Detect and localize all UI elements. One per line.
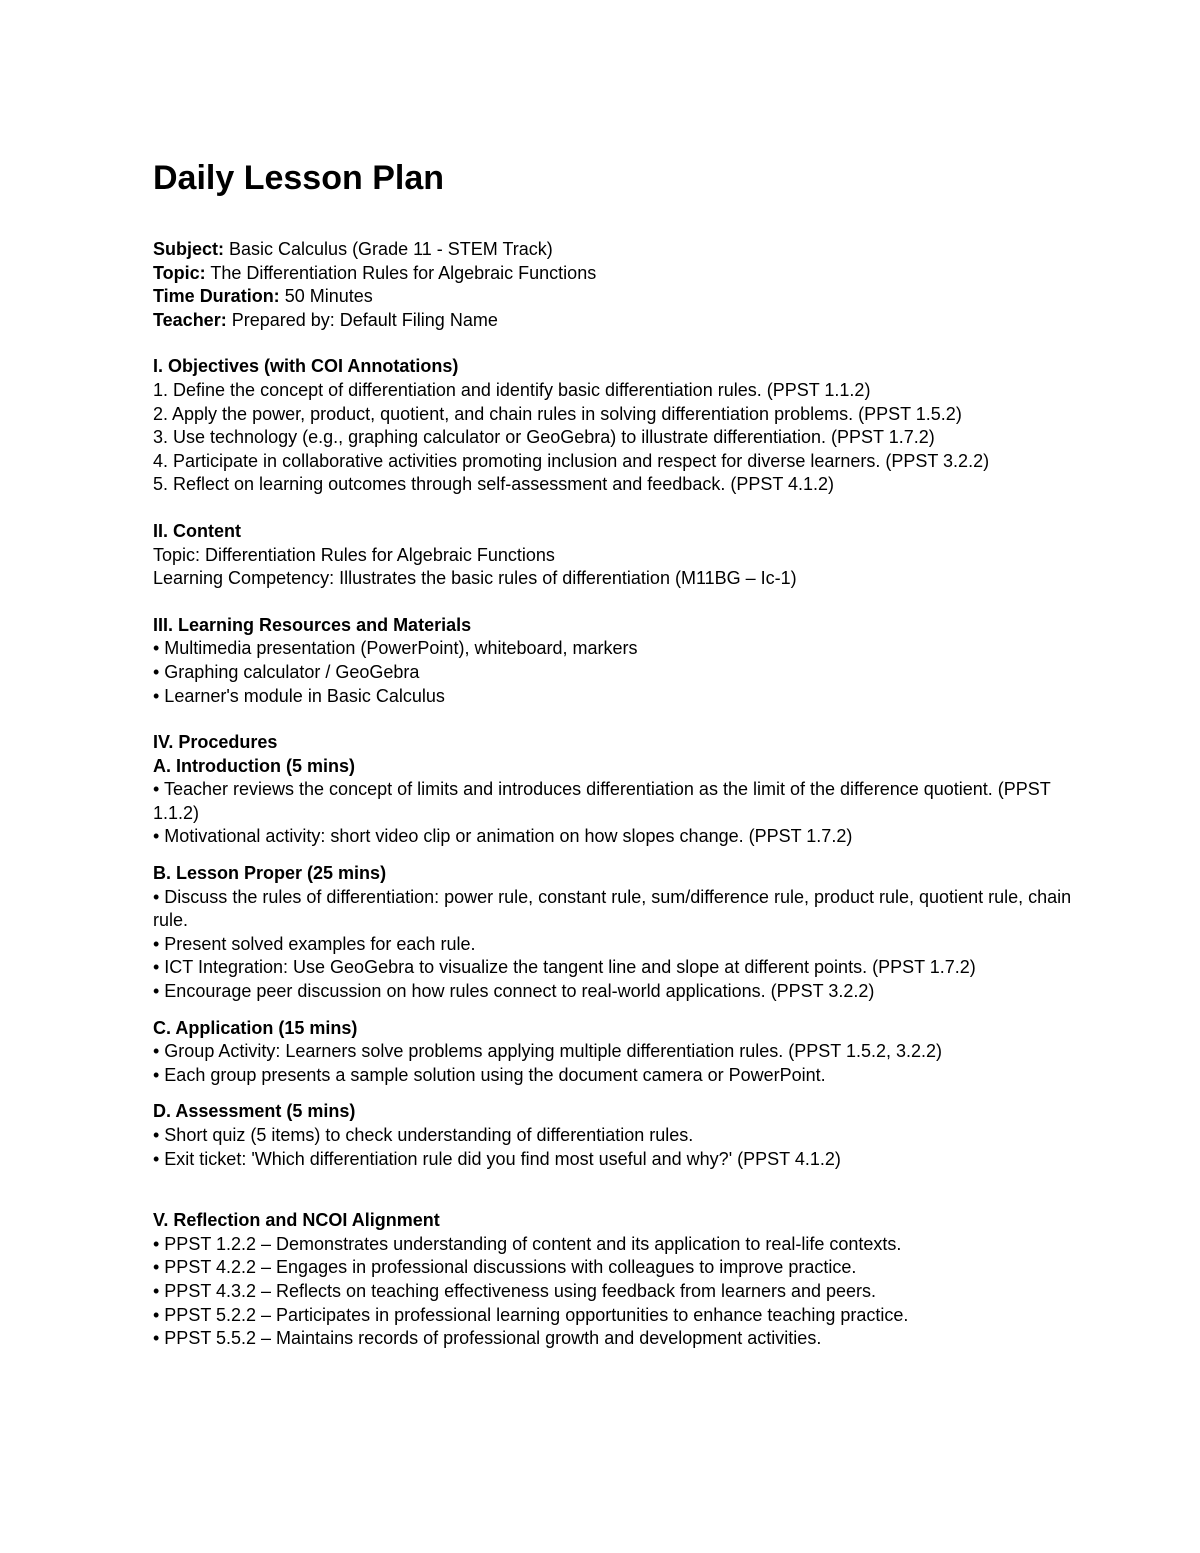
content-competency: Learning Competency: Illustrates the basic rules of differentiation (M11BG – Ic-1) xyxy=(153,568,797,589)
subject-label: Subject: xyxy=(153,239,225,259)
lesson-metadata xyxy=(153,238,1073,332)
duration-label: Time Duration: xyxy=(153,286,280,307)
procedure-item: • Group Activity: Learners solve problems applying multiple differentiation rules. (PPST 1.5.2, 3.2.2) xyxy=(153,1041,943,1062)
objective-item: 5. Reflect on learning outcomes through self-assessment and feedback. (PPST 4.1.2) xyxy=(153,474,835,495)
objective-item: 1. Define the concept of differentiation and identify basic differentiation rules. (PPST 1.1.2) xyxy=(153,379,871,400)
subject-value: Basic Calculus (Grade 11 - STEM Track) xyxy=(224,239,553,259)
topic-value: The Differentiation Rules for Algebraic Functions xyxy=(205,262,597,283)
duration-value: 50 Minutes xyxy=(279,286,373,307)
procedure-item: • Short quiz (5 items) to check understanding of differentiation rules. xyxy=(153,1125,694,1145)
objectives-section xyxy=(153,355,1073,497)
assessment-subsection xyxy=(153,1100,1073,1171)
procedure-item: • Encourage peer discussion on how rules connect to real-world applications. (PPST 3.2.2) xyxy=(153,981,875,1002)
content-topic: Topic: Differentiation Rules for Algebraic Functions xyxy=(153,544,555,565)
subject-line xyxy=(153,238,1073,262)
reflection-section xyxy=(153,1209,1073,1351)
reflection-item: • PPST 4.2.2 – Engages in professional discussions with colleagues to improve practice. xyxy=(153,1257,857,1278)
resources-heading: III. Learning Resources and Materials xyxy=(153,614,472,635)
reflection-heading: V. Reflection and NCOI Alignment xyxy=(153,1210,440,1231)
content-heading: II. Content xyxy=(153,520,241,541)
teacher-value: Prepared by: Default Filing Name xyxy=(226,309,498,330)
reflection-item: • PPST 5.5.2 – Maintains records of professional growth and development activities. xyxy=(153,1328,822,1349)
resource-item: • Learner's module in Basic Calculus xyxy=(153,685,445,706)
reflection-item: • PPST 5.2.2 – Participates in professional learning opportunities to enhance teaching practice. xyxy=(153,1304,909,1325)
application-subsection xyxy=(153,1017,1073,1088)
reflection-item: • PPST 1.2.2 – Demonstrates understanding of content and its application to real-life contexts. xyxy=(153,1233,902,1254)
reflection-item: • PPST 4.3.2 – Reflects on teaching effectiveness using feedback from learners and peers. xyxy=(153,1280,877,1301)
procedure-item: • Each group presents a sample solution using the document camera or PowerPoint. xyxy=(153,1064,826,1085)
teacher-label: Teacher: xyxy=(153,309,227,330)
application-heading: C. Application (15 mins) xyxy=(153,1017,358,1038)
content-section xyxy=(153,520,1073,591)
lesson-proper-subsection xyxy=(153,862,1073,1004)
procedure-item: • Exit ticket: 'Which differentiation rule did you find most useful and why?' (PPST 4.1.2) xyxy=(153,1148,841,1169)
resource-item: • Graphing calculator / GeoGebra xyxy=(153,661,420,682)
assessment-heading: D. Assessment (5 mins) xyxy=(153,1101,356,1122)
teacher-line xyxy=(153,309,1073,333)
lesson-plan-page xyxy=(153,150,1073,1374)
procedure-item: • ICT Integration: Use GeoGebra to visualize the tangent line and slope at different points. (PPST 1.7.2) xyxy=(153,957,976,978)
objective-item: 4. Participate in collaborative activities promoting inclusion and respect for diverse learners. (PPST 3.2.2) xyxy=(153,450,990,471)
procedures-section xyxy=(153,731,1073,1171)
duration-line xyxy=(153,285,1073,309)
procedure-item: • Teacher reviews the concept of limits and introduces differentiation as the limit of the difference quotient. (PPST 1.1.2) xyxy=(153,779,1051,823)
procedures-heading: IV. Procedures xyxy=(153,732,278,753)
resources-section xyxy=(153,614,1073,708)
objectives-heading: I. Objectives (with COI Annotations) xyxy=(153,356,459,377)
lesson-proper-heading: B. Lesson Proper (25 mins) xyxy=(153,863,387,884)
document-title: Daily Lesson Plan xyxy=(153,159,444,197)
introduction-subsection xyxy=(153,755,1073,849)
introduction-heading: A. Introduction (5 mins) xyxy=(153,755,355,776)
objective-item: 2. Apply the power, product, quotient, and chain rules in solving differentiation problems. (PPST 1.5.2) xyxy=(153,403,962,424)
objective-item: 3. Use technology (e.g., graphing calculator or GeoGebra) to illustrate differentiation. (PPST 1.7.2) xyxy=(153,427,935,448)
procedure-item: • Present solved examples for each rule. xyxy=(153,933,476,954)
resource-item: • Multimedia presentation (PowerPoint), whiteboard, markers xyxy=(153,638,638,659)
topic-line xyxy=(153,262,1073,286)
topic-label: Topic: xyxy=(153,262,206,283)
procedure-item: • Motivational activity: short video clip or animation on how slopes change. (PPST 1.7.2) xyxy=(153,826,853,847)
procedure-item: • Discuss the rules of differentiation: power rule, constant rule, sum/difference rule, product rule, quotient rule, chain rule. xyxy=(153,886,1072,931)
